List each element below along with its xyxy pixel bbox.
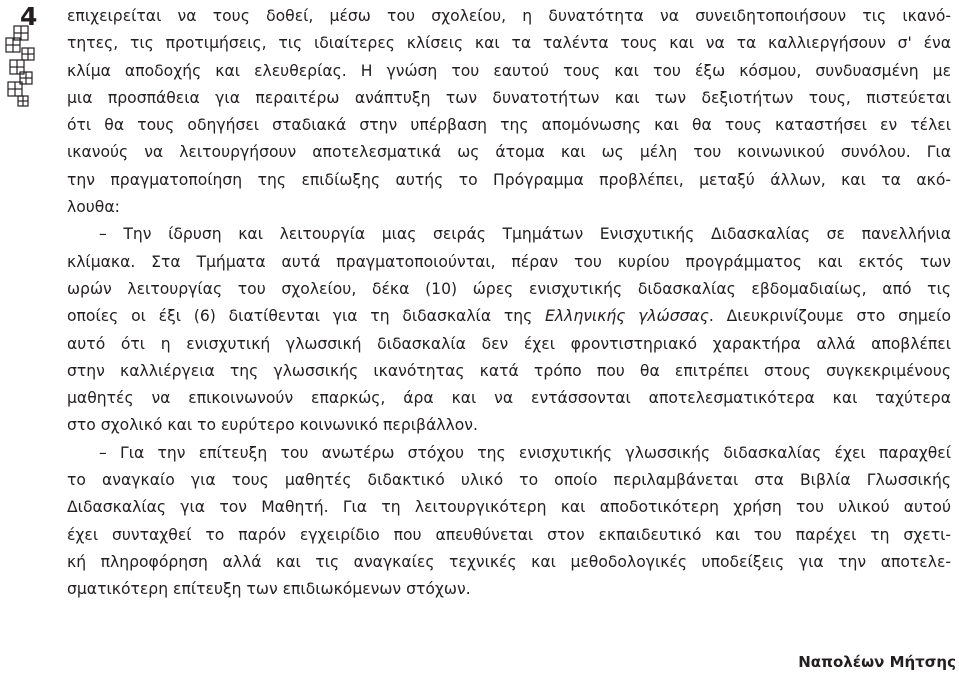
author-signature: Ναπολέων Μήτσης — [798, 653, 956, 671]
text-line: στο σχολικό και το ευρύτερο κοινωνικό περιβάλλον. — [67, 416, 478, 435]
text-line: κλίμα αποδοχής και ελευθερίας. Η γνώση του εαυτού τους και του έξω κόσμου, συνδυασμένη με — [67, 61, 951, 80]
text-line: την πραγματοποίηση της επιδίωξης αυτής το Πρόγραμμα προβλέπει, μεταξύ άλλων, και τα ακό- — [67, 170, 951, 189]
text-line: επιχειρείται να τους δοθεί, μέσω του σχολείου, η δυνατότητα να συνειδητοποιήσουν τις ικανό- — [67, 7, 951, 25]
page-number: 4 — [20, 2, 37, 31]
text-line: ικανούς να λειτουργήσουν αποτελεσματικά ως άτομα και ως μέλη του κοινωνικού συνόλου. Για — [67, 143, 951, 162]
text-line: ότι θα τους οδηγήσει σταδιακά στην υπέρβαση της απομόνωσης και θα τους καταστήσει εν τέλει — [67, 116, 951, 135]
text-line: στην καλλιέργεια της γλωσσικής ικανότητας κατά τρόπο που θα επιτρέπει στους συγκεκριμένους — [67, 361, 951, 380]
text-line: λουθα: — [67, 198, 120, 217]
text-line: – Την ίδρυση και λειτουργία μιας σειράς Τμημάτων Ενισχυτικής Διδασκαλίας σε πανελλήνια — [99, 225, 951, 244]
text-segment: οποίες οι έξι (6) διατίθενται για τη διδασκαλία της — [67, 307, 546, 326]
text-line: – Για την επίτευξη του ανωτέρω στόχου της ενισχυτικής γλωσσικής διδασκαλίας έχει παραχθεί — [99, 443, 951, 462]
text-line: Διδασκαλίας για τον Μαθητή. Για τη λειτουργικότερη και αποδοτικότερη χρήση του υλικού αυτού — [67, 498, 951, 517]
text-line: αυτό ότι η ενισχυτική γλωσσική διδασκαλία δεν έχει φροντιστηριακό χαρακτήρα αλλά αποβλέπει — [67, 334, 951, 353]
text-line-mixed — [67, 303, 951, 330]
text-line: το αναγκαίο για τους μαθητές διδακτικό υλικό το οποίο περιλαμβάνεται στα Βιβλία Γλωσσικής — [67, 471, 951, 490]
emphasized-text: Ελληνικής γλώσσας — [545, 307, 709, 326]
text-line: κλίμακα. Στα Τμήματα αυτά πραγματοποιούνται, πέραν του κυρίου προγράμματος και εκτός των — [67, 252, 951, 271]
text-line: ωρών λειτουργίας του σχολείου, δέκα (10) ώρες ενισχυτικής διδασκαλίας εβδομαδιαίως, από τις — [67, 279, 951, 298]
text-segment: . Διευκρινίζουμε στο σημείο — [708, 307, 951, 326]
text-line: τητες, τις προτιμήσεις, τις ιδιαίτερες κλίσεις και τα ταλέντα τους και να τα καλλιεργήσουν σ' ένα — [67, 34, 951, 53]
text-line: κή πληροφόρηση αλλά και τις αναγκαίες τεχνικές και μεθοδολογικές υποδείξεις για την αποτελε- — [67, 552, 951, 571]
text-line: μια προσπάθεια για περαιτέρω ανάπτυξη των δυνατοτήτων και των δεξιοτήτων τους, πιστεύεται — [67, 88, 951, 107]
stacked-squares-ornament-icon — [2, 24, 42, 112]
text-line: σματικότερη επίτευξη των επιδιωκόμενων στόχων. — [67, 580, 471, 599]
text-line: μαθητές να επικοινωνούν επαρκώς, άρα και να εντάσσονται αποτελεσματικότερα και ταχύτερα — [67, 389, 951, 408]
text-line: έχει συνταχθεί το παρόν εγχειρίδιο που απευθύνεται στον εκπαιδευτικό και του παρέχει τη σχετι- — [67, 525, 951, 544]
body-text — [67, 0, 951, 604]
